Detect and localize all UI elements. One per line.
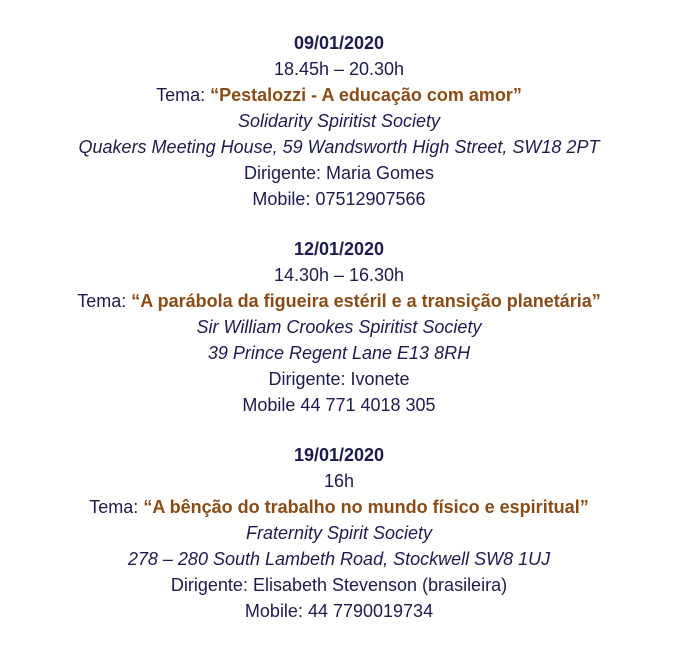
event-theme-title: “A bênção do trabalho no mundo físico e espiritual” — [143, 497, 589, 517]
event-contact: Mobile: 44 7790019734 — [244, 601, 434, 621]
event-date: 19/01/2020 — [293, 445, 385, 465]
event-leader: Dirigente: Elisabeth Stevenson (brasileira) — [170, 575, 508, 595]
event-society: Sir William Crookes Spiritist Society — [196, 317, 482, 337]
event-schedule — [0, 30, 678, 648]
event-date: 12/01/2020 — [293, 239, 385, 259]
event-theme-label: Tema: — [156, 85, 211, 105]
event-block — [0, 30, 678, 212]
event-theme-title: “Pestalozzi - A educação com amor” — [210, 85, 522, 105]
event-contact: Mobile 44 771 4018 305 — [242, 395, 436, 415]
event-block — [0, 442, 678, 624]
event-date: 09/01/2020 — [293, 33, 385, 53]
event-address: 278 – 280 South Lambeth Road, Stockwell SW8 1UJ — [127, 549, 551, 569]
event-theme-label: Tema: — [89, 497, 144, 517]
event-time: 16h — [323, 471, 355, 491]
event-society: Fraternity Spirit Society — [245, 523, 433, 543]
event-theme — [0, 494, 678, 520]
event-block — [0, 236, 678, 418]
event-theme-label: Tema: — [77, 291, 132, 311]
event-address: Quakers Meeting House, 59 Wandsworth High Street, SW18 2PT — [78, 137, 600, 157]
event-society: Solidarity Spiritist Society — [237, 111, 441, 131]
event-theme — [0, 82, 678, 108]
event-leader: Dirigente: Maria Gomes — [243, 163, 435, 183]
event-leader: Dirigente: Ivonete — [268, 369, 410, 389]
event-address: 39 Prince Regent Lane E13 8RH — [207, 343, 471, 363]
event-time: 18.45h – 20.30h — [273, 59, 405, 79]
event-theme — [0, 288, 678, 314]
event-theme-title: “A parábola da figueira estéril e a transição planetária” — [131, 291, 601, 311]
event-contact: Mobile: 07512907566 — [252, 189, 426, 209]
event-time: 14.30h – 16.30h — [273, 265, 405, 285]
